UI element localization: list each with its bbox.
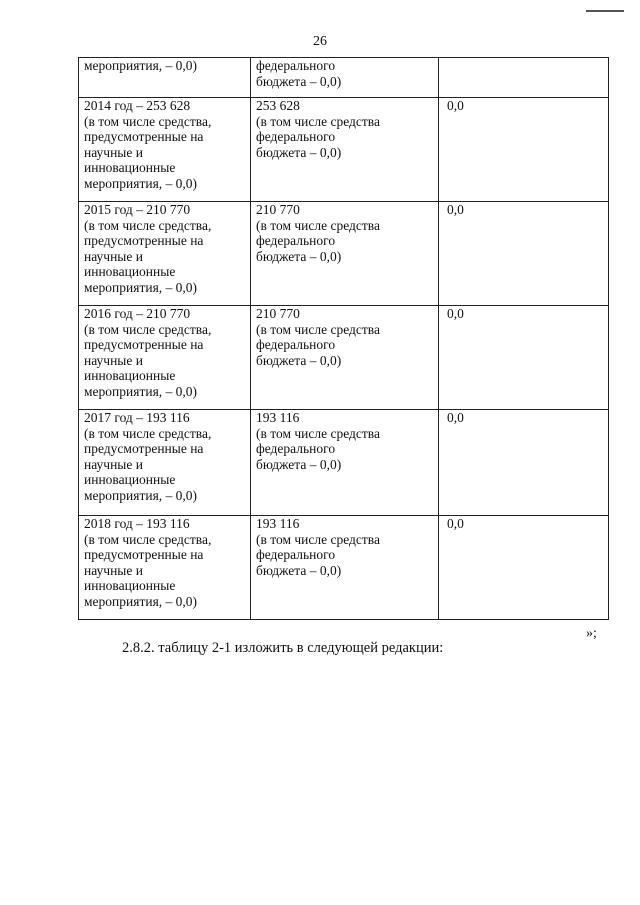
table-cell-period: 2017 год – 193 116 (в том числе средства, предусмотренные на научные и инновационные мероприятия, – 0,0) bbox=[79, 410, 251, 516]
table-cell-other: 0,0 bbox=[439, 410, 609, 516]
table-cell-federal: 193 116 (в том числе средства федерального бюджета – 0,0) bbox=[251, 410, 439, 516]
table-cell-federal: 210 770 (в том числе средства федерального бюджета – 0,0) bbox=[251, 202, 439, 306]
page-number: 26 bbox=[313, 34, 327, 49]
table-cell-period: 2015 год – 210 770 (в том числе средства, предусмотренные на научные и инновационные мероприятия, – 0,0) bbox=[79, 202, 251, 306]
table-cell-federal: 253 628 (в том числе средства федерального бюджета – 0,0) bbox=[251, 98, 439, 202]
table-cell-period: 2018 год – 193 116 (в том числе средства, предусмотренные на научные и инновационные мероприятия, – 0,0) bbox=[79, 516, 251, 620]
table-cell-other: 0,0 bbox=[439, 202, 609, 306]
scan-corner-mark bbox=[586, 10, 624, 12]
table-row bbox=[79, 306, 609, 410]
table-cell-other bbox=[439, 58, 609, 98]
table-row bbox=[79, 58, 609, 98]
table-row bbox=[79, 202, 609, 306]
table-row bbox=[79, 516, 609, 620]
table-cell-federal: 210 770 (в том числе средства федерального бюджета – 0,0) bbox=[251, 306, 439, 410]
table-cell-period: 2016 год – 210 770 (в том числе средства, предусмотренные на научные и инновационные мероприятия, – 0,0) bbox=[79, 306, 251, 410]
table-cell-other: 0,0 bbox=[439, 516, 609, 620]
funding-table bbox=[78, 57, 609, 620]
closing-quote: »; bbox=[586, 626, 597, 641]
table-cell-period: мероприятия, – 0,0) bbox=[79, 58, 251, 98]
table-cell-period: 2014 год – 253 628 (в том числе средства, предусмотренные на научные и инновационные мероприятия, – 0,0) bbox=[79, 98, 251, 202]
table-cell-other: 0,0 bbox=[439, 306, 609, 410]
table-cell-federal: 193 116 (в том числе средства федерального бюджета – 0,0) bbox=[251, 516, 439, 620]
instruction-paragraph: 2.8.2. таблицу 2-1 изложить в следующей редакции: bbox=[122, 640, 444, 656]
table-cell-other: 0,0 bbox=[439, 98, 609, 202]
table-row bbox=[79, 410, 609, 516]
table-row bbox=[79, 98, 609, 202]
table-cell-federal: федерального бюджета – 0,0) bbox=[251, 58, 439, 98]
